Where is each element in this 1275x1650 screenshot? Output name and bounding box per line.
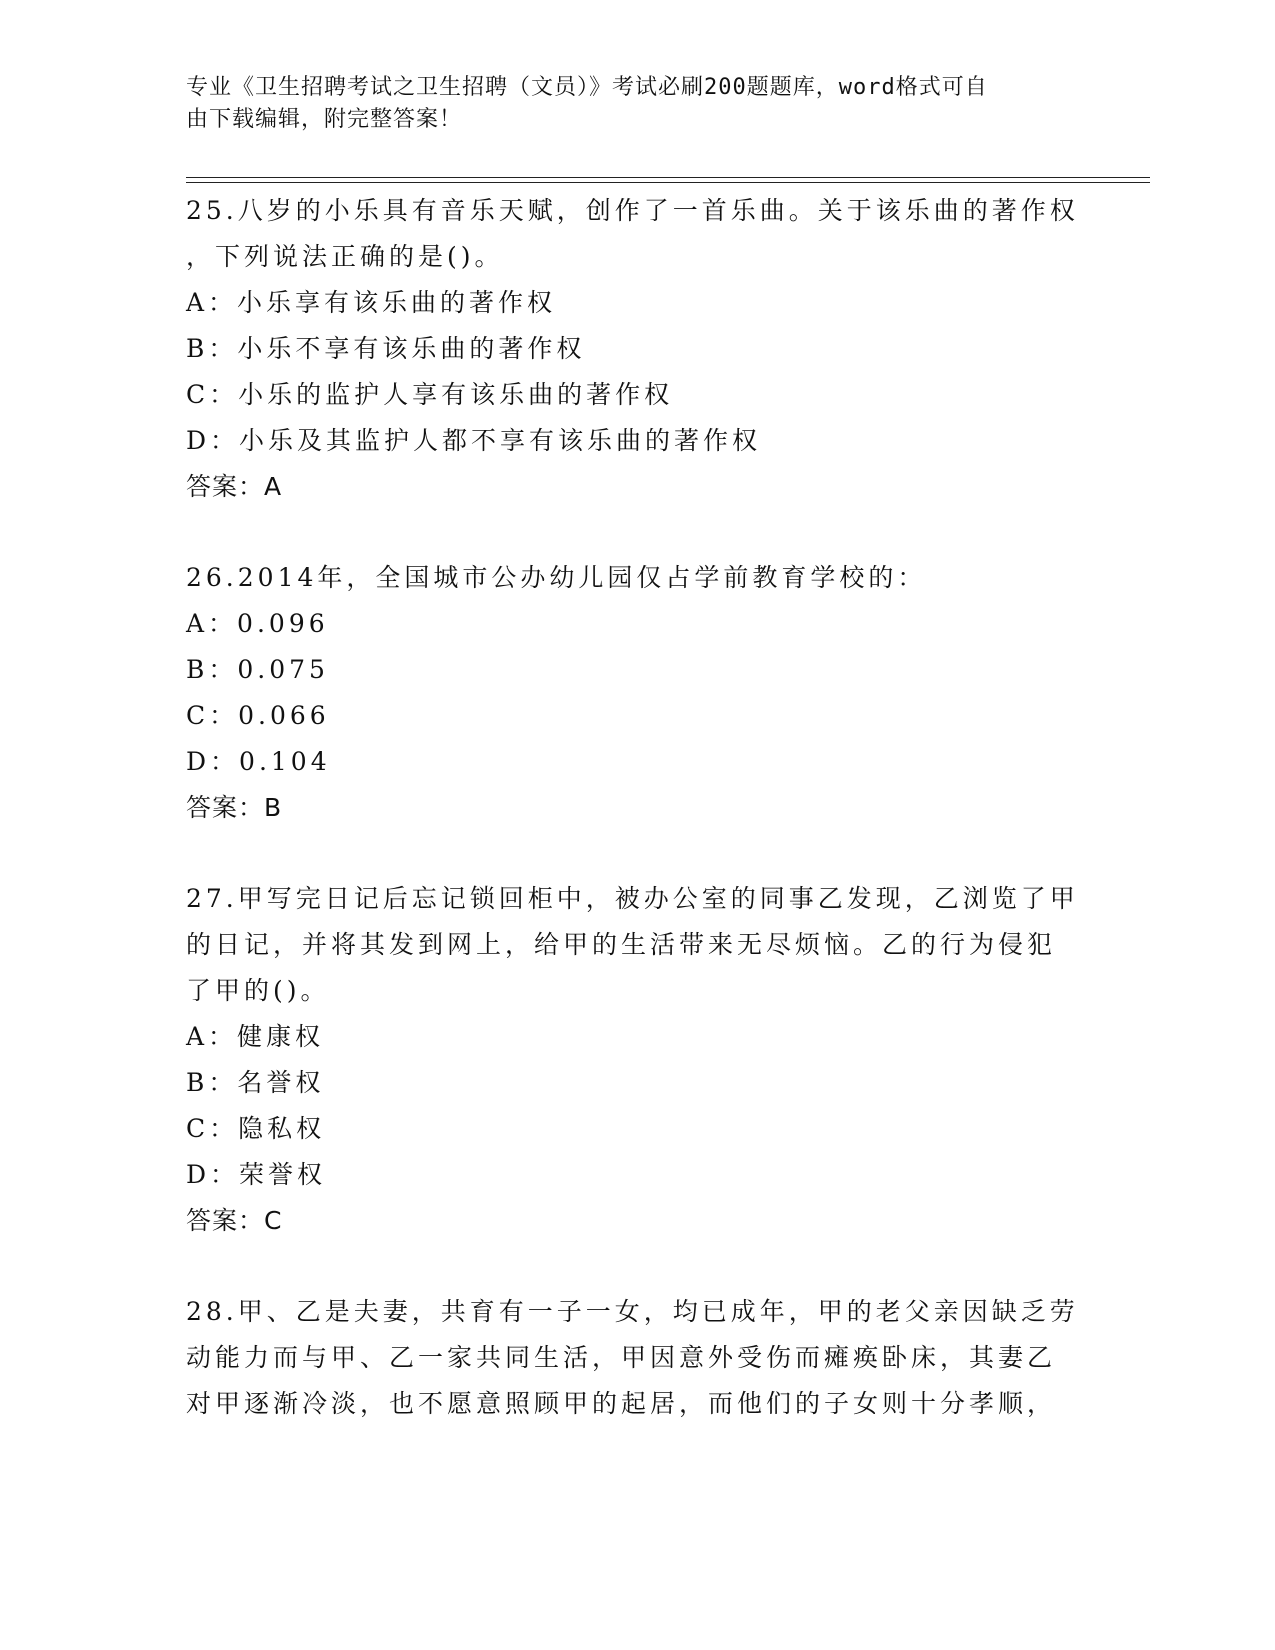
option-b: B：小乐不享有该乐曲的著作权 — [186, 334, 586, 363]
question-28 — [186, 1289, 1086, 1427]
option-a: A：0.096 — [186, 609, 329, 638]
question-stem-line: 了甲的()。 — [186, 976, 330, 1005]
header-divider-bottom — [186, 182, 1150, 183]
header-divider-top — [186, 177, 1150, 178]
answer-line: 答案：A — [186, 472, 283, 501]
question-stem-line: 25.八岁的小乐具有音乐天赋，创作了一首乐曲。关于该乐曲的著作权 — [186, 196, 1079, 225]
header-line-2: 由下载编辑，附完整答案！ — [186, 107, 463, 132]
option-d: D：小乐及其监护人都不享有该乐曲的著作权 — [186, 426, 762, 455]
option-d: D：荣誉权 — [186, 1160, 327, 1189]
question-stem-line: 的日记，并将其发到网上，给甲的生活带来无尽烦恼。乙的行为侵犯 — [186, 930, 1057, 959]
option-a: A：健康权 — [186, 1022, 325, 1051]
option-b: B：0.075 — [186, 655, 329, 684]
question-stem-line: ，下列说法正确的是()。 — [186, 242, 504, 271]
question-25 — [186, 188, 1086, 510]
question-stem-line: 26.2014年，全国城市公办幼儿园仅占学前教育学校的： — [186, 563, 927, 592]
option-b: B：名誉权 — [186, 1068, 325, 1097]
answer-line: 答案：B — [186, 793, 283, 822]
question-26 — [186, 555, 1086, 831]
answer-line: 答案：C — [186, 1206, 283, 1235]
option-c: C：隐私权 — [186, 1114, 326, 1143]
document-header — [186, 72, 1066, 136]
question-stem-line: 27.甲写完日记后忘记锁回柜中，被办公室的同事乙发现，乙浏览了甲 — [186, 884, 1079, 913]
header-line-1: 专业《卫生招聘考试之卫生招聘（文员）》考试必刷200题题库，word格式可自 — [186, 75, 988, 100]
question-stem-line: 动能力而与甲、乙一家共同生活，甲因意外受伤而瘫痪卧床，其妻乙 — [186, 1343, 1057, 1372]
question-27 — [186, 876, 1086, 1244]
question-stem-line: 对甲逐渐冷淡，也不愿意照顾甲的起居，而他们的子女则十分孝顺， — [186, 1389, 1057, 1418]
option-a: A：小乐享有该乐曲的著作权 — [186, 288, 557, 317]
question-stem-line: 28.甲、乙是夫妻，共育有一子一女，均已成年，甲的老父亲因缺乏劳 — [186, 1297, 1079, 1326]
option-d: D：0.104 — [186, 747, 331, 776]
question-list — [186, 188, 1086, 1472]
option-c: C：0.066 — [186, 701, 330, 730]
option-c: C：小乐的监护人享有该乐曲的著作权 — [186, 380, 674, 409]
